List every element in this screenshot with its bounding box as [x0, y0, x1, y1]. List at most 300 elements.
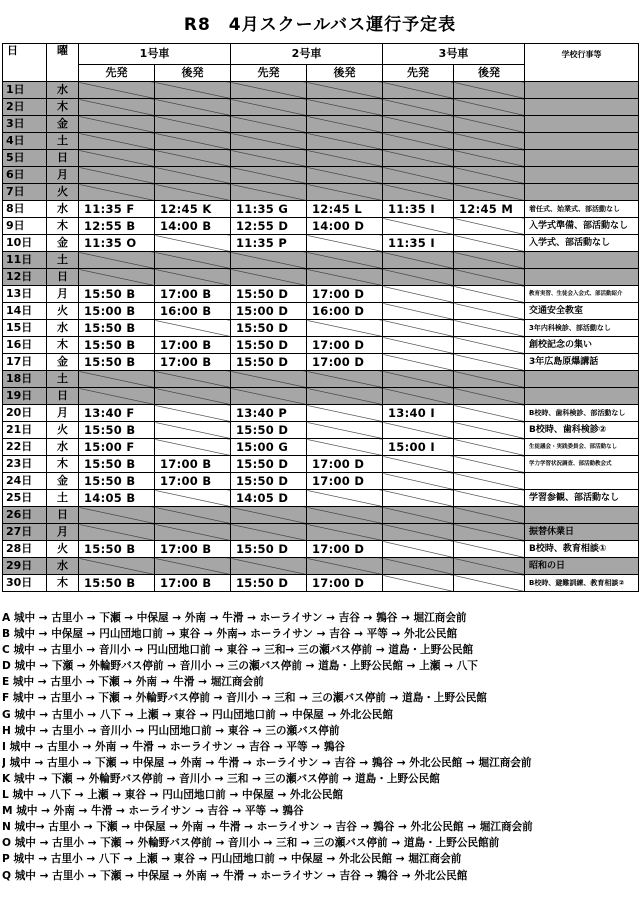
row-day: 28日	[3, 541, 47, 558]
no-service-cell	[79, 371, 155, 388]
row-weekday: 金	[47, 473, 79, 490]
event-note	[525, 184, 639, 201]
schedule-row	[3, 541, 639, 558]
route-line: J 城中 → 古里小 → 下瀬 → 中保屋 → 外南 → 牛滑 → ホーライサン → 吉谷 → 鶉谷 → 外北公民館 → 堀江商会前	[2, 756, 532, 769]
departure-time: 17:00 B	[155, 456, 231, 473]
departure-time: 13:40 F	[79, 405, 155, 422]
row-day: 7日	[3, 184, 47, 201]
no-service-cell	[454, 524, 525, 541]
event-note	[525, 133, 639, 150]
no-service-cell	[454, 422, 525, 439]
no-service-cell	[383, 184, 454, 201]
no-service-cell	[307, 82, 383, 99]
row-weekday: 日	[47, 388, 79, 405]
schedule-row	[3, 337, 639, 354]
no-service-cell	[383, 303, 454, 320]
schedule-row	[3, 82, 639, 99]
departure-time: 17:00 B	[155, 575, 231, 592]
no-service-cell	[383, 575, 454, 592]
no-service-cell	[454, 150, 525, 167]
no-service-cell	[383, 388, 454, 405]
no-service-cell	[79, 99, 155, 116]
no-service-cell	[155, 490, 231, 507]
no-service-cell	[79, 507, 155, 524]
no-service-cell	[383, 218, 454, 235]
no-service-cell	[307, 116, 383, 133]
departure-time: 12:45 K	[155, 201, 231, 218]
route-line: L 城中 → 八下 → 上瀬 → 東谷 → 円山団地口前 → 中保屋 → 外北公民館	[2, 789, 344, 802]
row-day: 25日	[3, 490, 47, 507]
event-note: 生徒議会・実践委員会、部活動なし	[525, 439, 639, 456]
departure-time: 17:00 B	[155, 473, 231, 490]
no-service-cell	[155, 507, 231, 524]
no-service-cell	[231, 388, 307, 405]
no-service-cell	[155, 371, 231, 388]
no-service-cell	[79, 82, 155, 99]
no-service-cell	[231, 184, 307, 201]
no-service-cell	[307, 99, 383, 116]
row-weekday: 水	[47, 558, 79, 575]
row-day: 9日	[3, 218, 47, 235]
departure-time: 16:00 D	[307, 303, 383, 320]
no-service-cell	[79, 167, 155, 184]
row-weekday: 土	[47, 252, 79, 269]
departure-time: 15:50 D	[231, 354, 307, 371]
route-line: P 城中 → 古里小 → 八下 → 上瀬 → 東谷 → 円山団地口前 → 中保屋 → 外北公民館 → 堀江商会前	[2, 853, 462, 866]
departure-time: 15:50 D	[231, 456, 307, 473]
no-service-cell	[383, 337, 454, 354]
no-service-cell	[79, 558, 155, 575]
row-day: 14日	[3, 303, 47, 320]
no-service-cell	[454, 405, 525, 422]
event-note: B校時、教育相談①	[525, 541, 639, 558]
no-service-cell	[454, 558, 525, 575]
row-day: 26日	[3, 507, 47, 524]
no-service-cell	[155, 167, 231, 184]
no-service-cell	[454, 184, 525, 201]
row-weekday: 水	[47, 439, 79, 456]
no-service-cell	[454, 286, 525, 303]
header-bus1: 1号車	[79, 44, 231, 65]
no-service-cell	[307, 371, 383, 388]
no-service-cell	[454, 371, 525, 388]
no-service-cell	[79, 116, 155, 133]
departure-time: 15:50 B	[79, 320, 155, 337]
no-service-cell	[307, 439, 383, 456]
no-service-cell	[307, 405, 383, 422]
route-line: Q 城中 → 古里小 → 下瀬 → 中保屋 → 外南 → 牛滑 → ホーライサン → 吉谷 → 鶉谷 → 外北公民館	[2, 869, 468, 882]
no-service-cell	[231, 150, 307, 167]
no-service-cell	[79, 150, 155, 167]
schedule-row	[3, 320, 639, 337]
schedule-row	[3, 575, 639, 592]
departure-time: 11:35 O	[79, 235, 155, 252]
departure-time: 17:00 B	[155, 354, 231, 371]
row-day: 16日	[3, 337, 47, 354]
row-weekday: 日	[47, 507, 79, 524]
no-service-cell	[155, 388, 231, 405]
departure-time: 15:50 B	[79, 286, 155, 303]
schedule-row	[3, 422, 639, 439]
no-service-cell	[454, 235, 525, 252]
schedule-row	[3, 388, 639, 405]
row-day: 6日	[3, 167, 47, 184]
event-note: 入学式準備、部活動なし	[525, 218, 639, 235]
departure-time: 12:55 D	[231, 218, 307, 235]
row-weekday: 金	[47, 116, 79, 133]
departure-time: 15:00 I	[383, 439, 454, 456]
route-line: G 城中 → 古里小 → 八下 → 上瀬 → 東谷 → 円山団地口前 → 中保屋 → 外北公民館	[2, 708, 393, 721]
row-weekday: 水	[47, 320, 79, 337]
row-weekday: 水	[47, 82, 79, 99]
no-service-cell	[383, 133, 454, 150]
schedule-row	[3, 473, 639, 490]
row-day: 5日	[3, 150, 47, 167]
row-weekday: 日	[47, 150, 79, 167]
no-service-cell	[155, 116, 231, 133]
event-note	[525, 167, 639, 184]
row-weekday: 火	[47, 303, 79, 320]
event-note: B校時、歯科検診②	[525, 422, 639, 439]
event-note: 教育実習、生徒会入会式、部活動紹介	[525, 286, 639, 303]
row-day: 22日	[3, 439, 47, 456]
event-note: 3年広島原爆講話	[525, 354, 639, 371]
departure-time: 17:00 D	[307, 456, 383, 473]
departure-time: 17:00 B	[155, 541, 231, 558]
schedule-row	[3, 286, 639, 303]
schedule-row	[3, 490, 639, 507]
row-day: 13日	[3, 286, 47, 303]
no-service-cell	[454, 337, 525, 354]
no-service-cell	[383, 354, 454, 371]
schedule-row	[3, 524, 639, 541]
no-service-cell	[383, 371, 454, 388]
no-service-cell	[307, 167, 383, 184]
departure-time: 15:50 D	[231, 337, 307, 354]
schedule-row	[3, 218, 639, 235]
event-note	[525, 473, 639, 490]
no-service-cell	[383, 558, 454, 575]
event-note: B校時、避難訓練、教育相談②	[525, 575, 639, 592]
departure-time: 14:00 B	[155, 218, 231, 235]
row-weekday: 木	[47, 337, 79, 354]
no-service-cell	[454, 167, 525, 184]
row-weekday: 木	[47, 456, 79, 473]
schedule-row	[3, 456, 639, 473]
row-weekday: 木	[47, 218, 79, 235]
header-events: 学校行事等	[525, 44, 639, 82]
no-service-cell	[155, 150, 231, 167]
row-day: 1日	[3, 82, 47, 99]
schedule-row	[3, 133, 639, 150]
no-service-cell	[231, 269, 307, 286]
route-line: H 城中 → 古里小 → 音川小 → 円山団地口前 → 東谷 → 三の瀬バス停前	[2, 724, 340, 737]
departure-time: 11:35 I	[383, 201, 454, 218]
departure-time: 15:00 F	[79, 439, 155, 456]
departure-time: 15:50 D	[231, 320, 307, 337]
schedule-row	[3, 235, 639, 252]
no-service-cell	[454, 473, 525, 490]
row-day: 29日	[3, 558, 47, 575]
departure-time: 17:00 D	[307, 286, 383, 303]
no-service-cell	[307, 150, 383, 167]
row-weekday: 火	[47, 541, 79, 558]
header-bus2: 2号車	[231, 44, 383, 65]
no-service-cell	[231, 116, 307, 133]
departure-time: 15:50 B	[79, 456, 155, 473]
row-weekday: 月	[47, 286, 79, 303]
no-service-cell	[454, 507, 525, 524]
no-service-cell	[383, 541, 454, 558]
no-service-cell	[307, 524, 383, 541]
no-service-cell	[155, 235, 231, 252]
row-day: 24日	[3, 473, 47, 490]
row-day: 23日	[3, 456, 47, 473]
row-weekday: 月	[47, 524, 79, 541]
departure-time: 15:50 B	[79, 473, 155, 490]
row-weekday: 日	[47, 269, 79, 286]
no-service-cell	[231, 371, 307, 388]
no-service-cell	[155, 269, 231, 286]
header-bus3-first: 先発	[383, 65, 454, 82]
no-service-cell	[383, 150, 454, 167]
no-service-cell	[454, 99, 525, 116]
departure-time: 12:45 M	[454, 201, 525, 218]
no-service-cell	[231, 558, 307, 575]
row-day: 8日	[3, 201, 47, 218]
departure-time: 11:35 I	[383, 235, 454, 252]
header-bus2-first: 先発	[231, 65, 307, 82]
no-service-cell	[155, 184, 231, 201]
row-day: 21日	[3, 422, 47, 439]
no-service-cell	[231, 252, 307, 269]
departure-time: 17:00 D	[307, 473, 383, 490]
no-service-cell	[231, 99, 307, 116]
header-bus1-second: 後発	[155, 65, 231, 82]
departure-time: 17:00 B	[155, 337, 231, 354]
departure-time: 13:40 I	[383, 405, 454, 422]
row-day: 20日	[3, 405, 47, 422]
header-day: 日	[3, 44, 47, 82]
no-service-cell	[383, 473, 454, 490]
departure-time: 17:00 D	[307, 354, 383, 371]
row-weekday: 月	[47, 167, 79, 184]
schedule-row	[3, 252, 639, 269]
no-service-cell	[307, 490, 383, 507]
no-service-cell	[79, 524, 155, 541]
row-day: 10日	[3, 235, 47, 252]
route-line: O 城中 → 古里小 → 下瀬 → 外輪野バス停前 → 音川小 → 三和 → 三の瀬バス停前 → 道島・上野公民館前	[2, 837, 500, 850]
schedule-row	[3, 405, 639, 422]
departure-time: 16:00 B	[155, 303, 231, 320]
departure-time: 17:00 D	[307, 575, 383, 592]
no-service-cell	[155, 558, 231, 575]
schedule-table	[2, 43, 639, 592]
row-day: 2日	[3, 99, 47, 116]
no-service-cell	[231, 82, 307, 99]
row-weekday: 金	[47, 235, 79, 252]
row-day: 19日	[3, 388, 47, 405]
no-service-cell	[454, 388, 525, 405]
event-note: 入学式、部活動なし	[525, 235, 639, 252]
no-service-cell	[383, 82, 454, 99]
no-service-cell	[454, 303, 525, 320]
no-service-cell	[155, 422, 231, 439]
no-service-cell	[383, 167, 454, 184]
event-note	[525, 82, 639, 99]
schedule-row	[3, 507, 639, 524]
event-note	[525, 150, 639, 167]
no-service-cell	[454, 320, 525, 337]
departure-time: 15:50 D	[231, 575, 307, 592]
header-bus2-second: 後発	[307, 65, 383, 82]
departure-time: 15:50 B	[79, 575, 155, 592]
no-service-cell	[454, 133, 525, 150]
row-weekday: 水	[47, 201, 79, 218]
no-service-cell	[231, 524, 307, 541]
departure-time: 14:00 D	[307, 218, 383, 235]
no-service-cell	[79, 252, 155, 269]
departure-time: 15:50 B	[79, 354, 155, 371]
no-service-cell	[454, 354, 525, 371]
no-service-cell	[383, 456, 454, 473]
header-bus1-first: 先発	[79, 65, 155, 82]
no-service-cell	[454, 218, 525, 235]
schedule-row	[3, 269, 639, 286]
no-service-cell	[155, 405, 231, 422]
departure-time: 17:00 D	[307, 337, 383, 354]
no-service-cell	[231, 167, 307, 184]
departure-time: 15:50 B	[79, 337, 155, 354]
event-note: 振替休業日	[525, 524, 639, 541]
no-service-cell	[383, 320, 454, 337]
departure-time: 15:00 D	[231, 303, 307, 320]
no-service-cell	[155, 320, 231, 337]
route-line: I 城中 → 古里小 → 外南 → 牛滑 → ホーライサン → 吉谷 → 平等 → 鶉谷	[2, 740, 346, 753]
event-note: 学力学習状況調査、部活動教会式	[525, 456, 639, 473]
no-service-cell	[383, 507, 454, 524]
no-service-cell	[155, 82, 231, 99]
route-line: C 城中 → 古里小 → 音川小 → 円山団地口前 → 東谷 → 三和→ 三の瀬バス停前 → 道島・上野公民館	[2, 644, 474, 657]
no-service-cell	[307, 235, 383, 252]
no-service-cell	[454, 116, 525, 133]
no-service-cell	[307, 252, 383, 269]
no-service-cell	[454, 575, 525, 592]
no-service-cell	[383, 422, 454, 439]
departure-time: 15:50 B	[79, 422, 155, 439]
row-day: 12日	[3, 269, 47, 286]
page-title: R8 4月スクールバス運行予定表	[183, 15, 457, 35]
event-note: 交通安全教室	[525, 303, 639, 320]
departure-time: 11:35 P	[231, 235, 307, 252]
schedule-row	[3, 116, 639, 133]
route-line: A 城中 → 古里小 → 下瀬 → 中保屋 → 外南 → 牛滑 → ホーライサン → 吉谷 → 鶉谷 → 堀江商会前	[2, 612, 467, 624]
departure-time: 11:35 F	[79, 201, 155, 218]
departure-time: 17:00 B	[155, 286, 231, 303]
row-weekday: 火	[47, 184, 79, 201]
no-service-cell	[383, 99, 454, 116]
route-line: F 城中 → 古里小 → 下瀬 → 外輪野バス停前 → 音川小 → 三和 → 三の瀬バス停前 → 道島・上野公民館	[2, 692, 487, 705]
event-note: 学習参観、部活動なし	[525, 490, 639, 507]
no-service-cell	[307, 184, 383, 201]
row-day: 30日	[3, 575, 47, 592]
no-service-cell	[307, 558, 383, 575]
no-service-cell	[383, 252, 454, 269]
event-note	[525, 388, 639, 405]
row-weekday: 土	[47, 490, 79, 507]
no-service-cell	[383, 490, 454, 507]
schedule-row	[3, 439, 639, 456]
event-note: 着任式、始業式、部活動なし	[525, 201, 639, 218]
row-weekday: 土	[47, 133, 79, 150]
no-service-cell	[307, 133, 383, 150]
schedule-row	[3, 167, 639, 184]
row-weekday: 土	[47, 371, 79, 388]
row-weekday: 金	[47, 354, 79, 371]
row-day: 17日	[3, 354, 47, 371]
no-service-cell	[454, 456, 525, 473]
no-service-cell	[307, 422, 383, 439]
departure-time: 15:00 G	[231, 439, 307, 456]
route-line: N 城中→ 古里小 → 下瀬 → 中保屋 → 外南 → 牛滑 → ホーライサン → 吉谷 → 鶉谷 → 外北公民館 → 堀江商会前	[2, 821, 533, 834]
no-service-cell	[307, 388, 383, 405]
no-service-cell	[79, 388, 155, 405]
departure-time: 14:05 D	[231, 490, 307, 507]
departure-time: 15:50 D	[231, 541, 307, 558]
no-service-cell	[307, 269, 383, 286]
no-service-cell	[454, 490, 525, 507]
no-service-cell	[383, 116, 454, 133]
event-note: 3年内科検診、部活動なし	[525, 320, 639, 337]
no-service-cell	[79, 133, 155, 150]
no-service-cell	[454, 541, 525, 558]
no-service-cell	[155, 99, 231, 116]
route-legend	[2, 610, 638, 884]
event-note	[525, 116, 639, 133]
departure-time: 11:35 G	[231, 201, 307, 218]
event-note: B校時、歯科検診、部活動なし	[525, 405, 639, 422]
departure-time: 15:00 B	[79, 303, 155, 320]
no-service-cell	[155, 439, 231, 456]
route-line: M 城中 → 外南 → 牛滑 → ホーライサン → 吉谷 → 平等 → 鶉谷	[2, 805, 304, 818]
row-weekday: 木	[47, 99, 79, 116]
departure-time: 15:50 D	[231, 473, 307, 490]
no-service-cell	[454, 439, 525, 456]
no-service-cell	[383, 286, 454, 303]
route-line: E 城中 → 古里小 → 下瀬 → 外南 → 牛滑 → 堀江商会前	[2, 676, 264, 689]
no-service-cell	[79, 269, 155, 286]
schedule-row	[3, 184, 639, 201]
route-line: K 城中 → 下瀬 → 外輪野バス停前 → 音川小 → 三和 → 三の瀬バス停前 → 道島・上野公民館	[2, 772, 440, 785]
schedule-row	[3, 303, 639, 320]
row-weekday: 火	[47, 422, 79, 439]
row-day: 3日	[3, 116, 47, 133]
schedule-row	[3, 354, 639, 371]
header-bus3: 3号車	[383, 44, 525, 65]
departure-time: 14:05 B	[79, 490, 155, 507]
departure-time: 15:50 D	[231, 286, 307, 303]
departure-time: 13:40 P	[231, 405, 307, 422]
row-day: 4日	[3, 133, 47, 150]
no-service-cell	[454, 252, 525, 269]
row-day: 27日	[3, 524, 47, 541]
no-service-cell	[307, 320, 383, 337]
route-line: B 城中 → 中保屋 → 円山団地口前 → 東谷 → 外南→ ホーライサン → 吉谷 → 平等 → 外北公民館	[2, 628, 458, 641]
schedule-row	[3, 558, 639, 575]
departure-time: 12:45 L	[307, 201, 383, 218]
no-service-cell	[383, 269, 454, 286]
row-day: 11日	[3, 252, 47, 269]
